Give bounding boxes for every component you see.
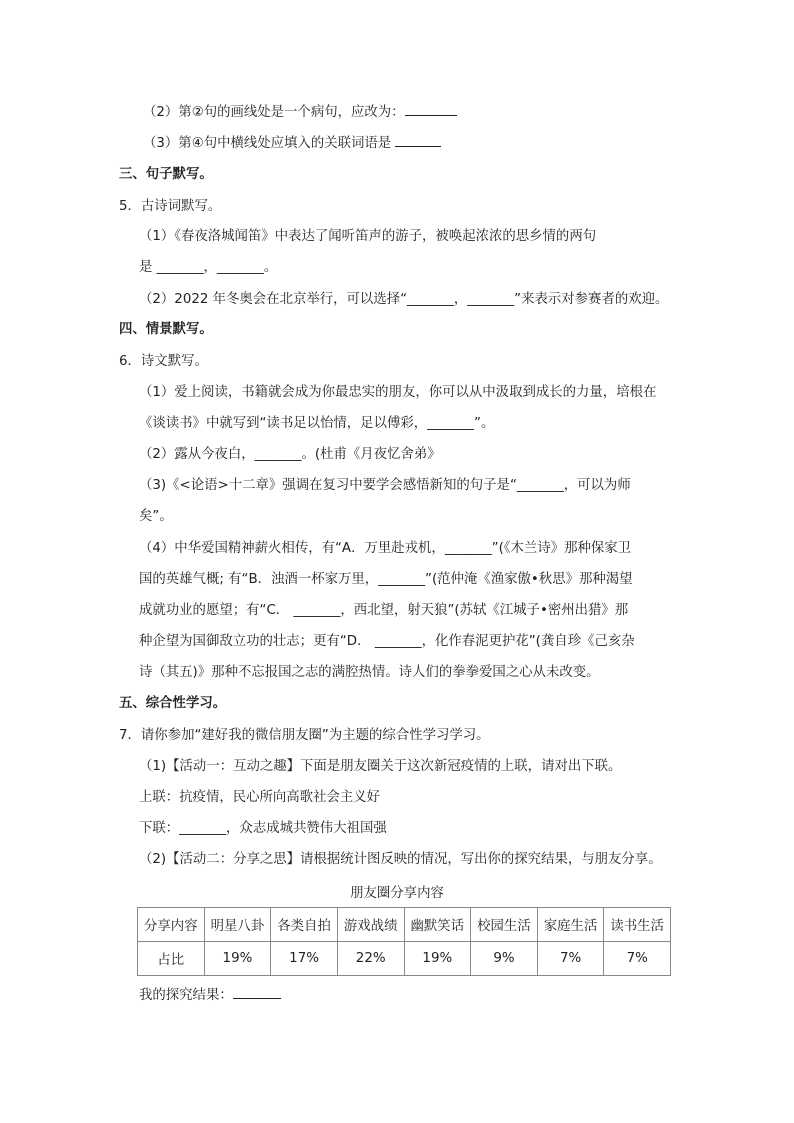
- line-text: （2）2022 年冬奥会在北京举行，可以选择“_______，_______”来表示对参赛者的欢迎。: [139, 292, 669, 307]
- table-cell: 7%: [537, 942, 604, 976]
- table-header-row: [138, 908, 671, 942]
- question-line: [139, 986, 281, 1006]
- line-text: 种企望为国御敌立功的壮志；更有“D． _______，化作春泥更护花”(龚自珍《己亥杂: [139, 634, 635, 649]
- line-text: （2）第②句的画线处是一个病句，应改为：: [143, 105, 405, 120]
- line-text: （3）第④句中横线处应填入的关联词语是: [143, 136, 396, 151]
- question-line: [143, 134, 441, 154]
- line-text: 是 _______，_______。: [139, 260, 278, 275]
- line-text: 5．古诗词默写。: [119, 199, 222, 214]
- table-cell: 游戏战绩: [337, 908, 404, 942]
- line-text: 五、综合性学习。: [119, 696, 227, 711]
- question-line: [139, 258, 277, 278]
- question-line: [139, 507, 173, 527]
- table-cell: 22%: [337, 942, 404, 976]
- section-heading: [119, 320, 213, 340]
- table-cell: 校园生活: [471, 908, 538, 942]
- line-text: （4）中华爱国精神薪火相传，有“A．万里赴戎机，_______”(《木兰诗》那种保家卫: [139, 541, 632, 556]
- question-line: [119, 352, 208, 372]
- question-line: [119, 197, 221, 217]
- table-cell: 读书生活: [604, 908, 671, 942]
- line-text: 四、情景默写。: [119, 322, 213, 337]
- table-cell: 明星八卦: [204, 908, 271, 942]
- line-text: （1）爱上阅读，书籍就会成为你最忠实的朋友，你可以从中汲取到成长的力量，培根在: [139, 385, 657, 400]
- table-cell: 9%: [471, 942, 538, 976]
- line-text: （1)【活动一：互动之趣】下面是朋友圈关于这次新冠疫情的上联，请对出下联。: [139, 759, 622, 774]
- question-line: [139, 445, 441, 465]
- line-text: 上联：抗疫情，民心所向高歌社会主义好: [139, 790, 381, 805]
- line-text: 下联：_______，众志成城共赞伟大祖国强: [139, 821, 387, 836]
- table-caption: 朋友圈分享内容: [350, 886, 444, 901]
- line-text: 矣”。: [139, 509, 173, 524]
- table-cell: 各类自拍: [271, 908, 338, 942]
- question-line: [139, 632, 635, 652]
- question-line: [139, 788, 380, 808]
- answer-blank[interactable]: [233, 986, 281, 999]
- line-text: 7．请你参加“建好我的微信朋友圈”为主题的综合性学习学习。: [119, 728, 490, 743]
- section-heading: [119, 694, 226, 714]
- table-cell: 17%: [271, 942, 338, 976]
- question-line: [139, 476, 631, 496]
- line-text: （3)《<论语>十二章》强调在复习中要学会感悟新知的句子是“_______，可以为师: [139, 478, 631, 493]
- question-line: [139, 227, 596, 247]
- question-line: [139, 850, 662, 870]
- question-line: [139, 290, 668, 310]
- line-text: 诗（其五)》那种不忘报国之志的满腔热情。诗人们的拳拳爱国之心从未改变。: [139, 665, 600, 680]
- share-content-table: [137, 907, 671, 976]
- line-text: 我的探究结果：: [139, 988, 233, 1003]
- question-line: [139, 757, 621, 777]
- line-text: （1）《春夜洛城闻笛》中表达了闻听笛声的游子，被唤起浓浓的思乡情的两句: [139, 229, 597, 244]
- line-text: 国的英雄气概; 有“B．浊酒一杯家万里，_______”(范仲淹《渔家傲•秋思》那种渴望: [139, 572, 633, 587]
- question-line: [143, 103, 457, 123]
- question-line: [139, 414, 494, 434]
- question-line: [139, 663, 600, 683]
- table-cell: 幽默笑话: [404, 908, 471, 942]
- line-text: （2）露从今夜白，_______。(杜甫《月夜忆舍弟》: [139, 447, 441, 462]
- table-cell: 7%: [604, 942, 671, 976]
- line-text: 6．诗文默写。: [119, 354, 208, 369]
- table-cell: 家庭生活: [537, 908, 604, 942]
- table-cell: 占比: [138, 942, 205, 976]
- line-text: 《谈读书》中就写到“读书足以怡情，足以傅彩，_______”。: [139, 416, 495, 431]
- question-line: [139, 601, 628, 621]
- table-cell: 19%: [204, 942, 271, 976]
- table-cell: 分享内容: [138, 908, 205, 942]
- question-line: [139, 570, 633, 590]
- line-text: （2)【活动二：分享之思】请根据统计图反映的情况，写出你的探究结果，与朋友分享。: [139, 852, 662, 867]
- question-line: [139, 383, 656, 403]
- line-text: 三、句子默写。: [119, 167, 213, 182]
- question-line: [119, 726, 490, 746]
- section-heading: [119, 165, 213, 185]
- line-text: 成就功业的愿望；有“C． _______，西北望，射天狼”(苏轼《江城子•密州出猎》那: [139, 603, 629, 618]
- table-cell: 19%: [404, 942, 471, 976]
- table-row: [138, 942, 671, 976]
- answer-blank[interactable]: [395, 134, 441, 147]
- question-line: [139, 819, 387, 839]
- question-line: [139, 539, 631, 559]
- answer-blank[interactable]: [405, 103, 457, 116]
